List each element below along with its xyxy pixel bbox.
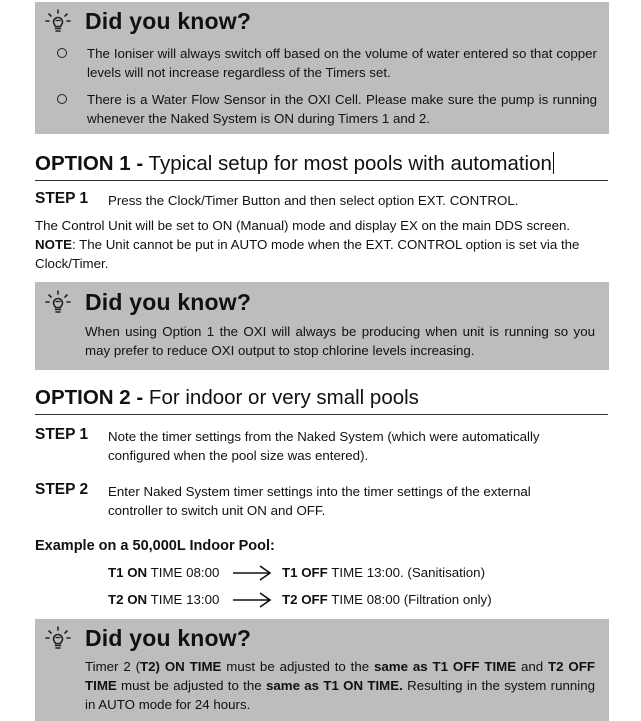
option-1-step-1-label: STEP 1 bbox=[35, 190, 89, 207]
option-1-paragraph: The Control Unit will be set to ON (Manual) mode and display EX on the main DDS screen. NOTE: The Unit cannot be put in AUTO mode when the EXT. CONTROL option is set via the Clock/Timer. bbox=[35, 218, 580, 271]
arrow-right-icon bbox=[232, 565, 272, 581]
lightbulb-icon bbox=[45, 290, 71, 316]
option-1-heading bbox=[35, 152, 554, 176]
option-2-step-2-text: Enter Naked System timer settings into the timer settings of the external controller to switch unit ON and OFF. bbox=[108, 484, 531, 518]
timer-row bbox=[108, 590, 219, 609]
option-2-heading bbox=[35, 386, 419, 410]
t2-off-time: TIME 08:00 (Filtration only) bbox=[331, 592, 492, 607]
did-you-know-title: Did you know? bbox=[85, 289, 252, 315]
bullet-text: The Ioniser will always switch off based on the volume of water entered so that copper levels will not increase regardless of the Timers set. bbox=[87, 46, 597, 80]
did-you-know-title: Did you know? bbox=[85, 8, 252, 34]
did-you-know-box-2 bbox=[35, 282, 609, 370]
option-2-step-1-label: STEP 1 bbox=[35, 426, 89, 443]
divider bbox=[35, 414, 608, 415]
text-cursor bbox=[553, 152, 555, 174]
did-you-know-box-1 bbox=[35, 2, 609, 134]
bullet-icon bbox=[57, 94, 67, 104]
note-label: NOTE bbox=[35, 237, 72, 252]
option-2-step-1-text: Note the timer settings from the Naked System (which were automatically configured when the pool size was entered). bbox=[108, 429, 540, 463]
note-text: : The Unit cannot be put in AUTO mode when the EXT. CONTROL option is set via the Clock/Timer. bbox=[35, 237, 580, 271]
did-you-know-text: Timer 2 (T2) ON TIME must be adjusted to the same as T1 OFF TIME and T2 OFF TIME must be adjusted to the same as T1 ON TIME. Resulting in the system running in AUTO mode for 24 hours. bbox=[85, 659, 595, 712]
timer-row bbox=[282, 563, 485, 582]
lightbulb-icon bbox=[45, 9, 71, 35]
did-you-know-title: Did you know? bbox=[85, 625, 252, 651]
did-you-know-text: When using Option 1 the OXI will always be producing when unit is running so you may prefer to reduce OXI output to stop chlorine levels increasing. bbox=[85, 324, 595, 358]
t1-on-label: T1 ON bbox=[108, 565, 148, 580]
option-2-title: For indoor or very small pools bbox=[148, 386, 419, 409]
option-1-step-1-text: Press the Clock/Timer Button and then select option EXT. CONTROL. bbox=[108, 193, 519, 208]
timer-row bbox=[282, 590, 492, 609]
t2-on-time: TIME 13:00 bbox=[150, 592, 220, 607]
lightbulb-icon bbox=[45, 626, 71, 652]
t2-on-label: T2 ON bbox=[108, 592, 148, 607]
bullet-icon bbox=[57, 48, 67, 58]
t1-off-label: T1 OFF bbox=[282, 565, 328, 580]
divider bbox=[35, 180, 608, 181]
option-2-prefix: OPTION 2 - bbox=[35, 386, 144, 409]
option-1-prefix: OPTION 1 - bbox=[35, 152, 144, 175]
option-2-step-2-label: STEP 2 bbox=[35, 481, 89, 498]
did-you-know-box-3 bbox=[35, 619, 609, 721]
arrow-right-icon bbox=[232, 592, 272, 608]
bullet-text: There is a Water Flow Sensor in the OXI Cell. Please make sure the pump is running whenever the Naked System is ON during Timers 1 and 2. bbox=[87, 92, 597, 126]
t1-off-time: TIME 13:00. (Sanitisation) bbox=[331, 565, 486, 580]
t2-off-label: T2 OFF bbox=[282, 592, 328, 607]
t1-on-time: TIME 08:00 bbox=[150, 565, 220, 580]
example-title: Example on a 50,000L Indoor Pool: bbox=[35, 538, 275, 554]
timer-row bbox=[108, 563, 219, 582]
option-1-title: Typical setup for most pools with automation bbox=[148, 152, 552, 175]
